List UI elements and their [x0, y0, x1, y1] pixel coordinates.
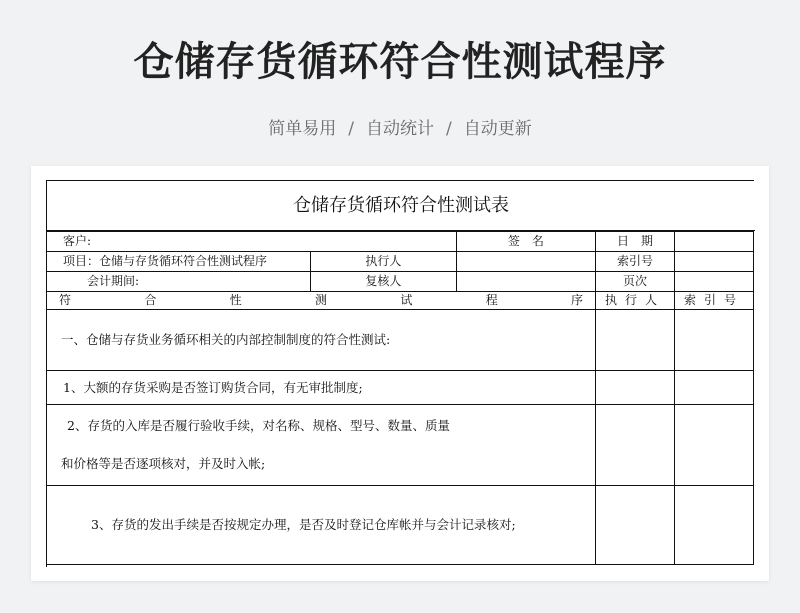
item-executor-cell[interactable]: [596, 405, 675, 486]
page-title: 仓储存货循环符合性测试程序: [133, 39, 667, 85]
procedure-row: [47, 486, 754, 565]
item-index-cell[interactable]: [675, 371, 754, 405]
item-index-cell[interactable]: [675, 310, 754, 371]
page-label: 页次: [596, 272, 675, 292]
item-index-cell[interactable]: [675, 405, 754, 486]
client-label: 客户:: [47, 232, 456, 252]
reviewer-value[interactable]: [456, 272, 595, 292]
document-card: [31, 166, 769, 581]
procedure-row: [47, 405, 754, 486]
procedure-item: [47, 405, 596, 486]
feature-tags: [0, 114, 800, 139]
procedure-item: 3、存货的发出手续是否按规定办理，是否及时登记仓库帐并与会计记录核对;: [47, 486, 596, 565]
item-executor-cell[interactable]: [596, 371, 675, 405]
procedure-item-line: 和价格等是否逐项核对，并及时入帐;: [61, 456, 266, 471]
tag-auto-stat: 自动统计: [366, 119, 434, 139]
column-header-row: [47, 292, 754, 310]
period-label: 会计期间:: [47, 272, 311, 292]
reviewer-label: 复核人: [311, 272, 456, 292]
date-value[interactable]: [675, 232, 754, 252]
executor-value[interactable]: [456, 252, 595, 272]
period-row: [47, 272, 754, 292]
item-executor-cell[interactable]: [596, 486, 675, 565]
item-executor-cell[interactable]: [596, 310, 675, 371]
procedure-column-header: 符合性测试程序: [47, 292, 596, 310]
tag-auto-update: 自动更新: [463, 119, 532, 139]
index-label: 索引号: [596, 252, 675, 272]
item-index-cell[interactable]: [675, 486, 754, 565]
executor-column-header: 执行人: [596, 292, 675, 310]
executor-label: 执行人: [311, 252, 456, 272]
page-value[interactable]: [675, 272, 754, 292]
client-row: [47, 232, 754, 252]
form-title: 仓储存货循环符合性测试表: [47, 181, 755, 231]
procedure-item-line: 2、存货的入库是否履行验收手续，对名称、规格、型号、数量、质量: [67, 418, 450, 433]
sign-label: 签 名: [456, 232, 595, 252]
procedure-row: [47, 310, 754, 371]
tag-separator: /: [446, 119, 452, 139]
procedure-row: [47, 371, 754, 405]
tag-separator: /: [348, 119, 354, 139]
date-label: 日 期: [596, 232, 675, 252]
procedure-item: 1、大额的存货采购是否签订购货合同，有无审批制度;: [47, 371, 596, 405]
form-table: [47, 231, 754, 565]
tag-easy: 简单易用: [268, 119, 337, 139]
test-form-sheet: [46, 180, 754, 567]
index-column-header: 索引号: [675, 292, 754, 310]
project-label: 项目：仓储与存货循环符合性测试程序: [47, 252, 311, 272]
procedure-item: 一、仓储与存货业务循环相关的内部控制制度的符合性测试:: [47, 310, 596, 371]
index-value[interactable]: [675, 252, 754, 272]
project-row: [47, 252, 754, 272]
